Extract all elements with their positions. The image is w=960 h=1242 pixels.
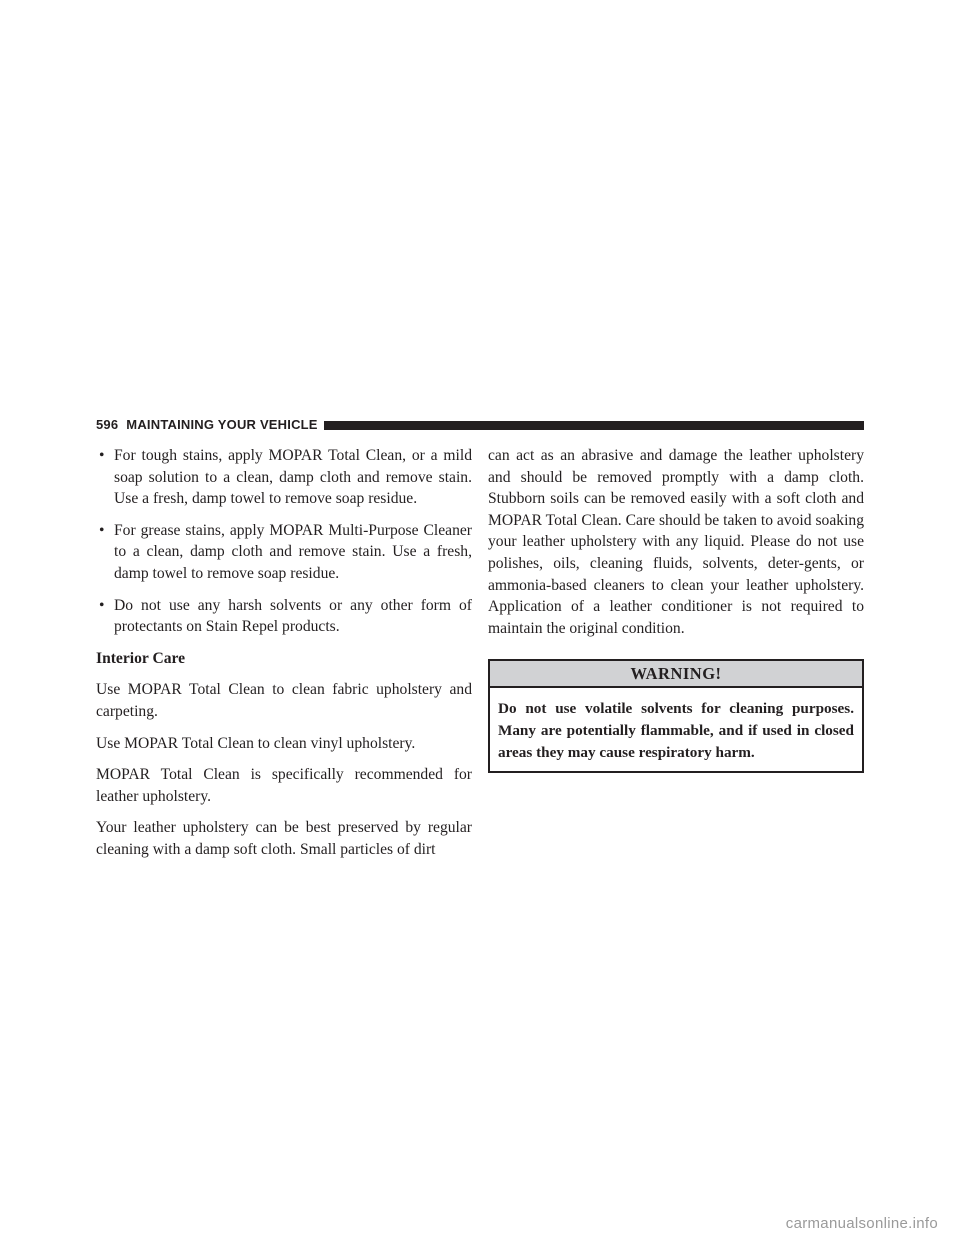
subheading-interior-care: Interior Care: [96, 649, 186, 667]
paragraph: can act as an abrasive and damage the leather upholstery and should be removed promptly with a damp cloth. Stubborn soils can be removed easily with a soft cloth and MOPAR Total Clean. Care should be taken to avoid soaking your leather upholstery with any liquid. Please do not use polishes, oils, cleaning fluids, solvents, deter-gents, or ammonia-based cleaners to clean your leather upholstery. Application of a leather conditioner is not required to maintain the original condition.: [488, 447, 864, 637]
left-column: [96, 445, 472, 871]
header-rule: [324, 421, 864, 430]
warning-text: Do not use volatile solvents for cleaning purposes. Many are potentially flammable, and if used in closed areas they may cause respiratory harm.: [498, 700, 854, 761]
warning-title: WARNING!: [490, 661, 862, 688]
section-title: MAINTAINING YOUR VEHICLE: [126, 417, 318, 432]
page-number: 596: [96, 417, 119, 432]
paragraph: MOPAR Total Clean is specifically recommended for leather upholstery.: [96, 766, 472, 805]
bullet-icon: •: [99, 596, 105, 614]
watermark: carmanualsonline.info: [785, 1215, 938, 1232]
list-item: [96, 595, 472, 638]
bullet-text: Do not use any harsh solvents or any other form of protectants on Stain Repel products.: [114, 596, 472, 636]
bullet-list: [96, 445, 472, 638]
bullet-text: For tough stains, apply MOPAR Total Clean, or a mild soap solution to a clean, damp cloth and remove stain. Use a fresh, damp towel to remove soap residue.: [114, 447, 472, 508]
list-item: [96, 520, 472, 585]
bullet-text: For grease stains, apply MOPAR Multi-Purpose Cleaner to a clean, damp cloth and remove stain. Use a fresh, damp towel to remove soap residue.: [114, 521, 472, 582]
right-column: [488, 445, 864, 773]
page-header: [96, 418, 864, 432]
bullet-icon: •: [99, 447, 105, 464]
bullet-icon: •: [99, 521, 105, 539]
paragraph: Use MOPAR Total Clean to clean vinyl upholstery.: [96, 734, 416, 752]
paragraph: Use MOPAR Total Clean to clean fabric upholstery and carpeting.: [96, 681, 472, 720]
list-item: [96, 445, 472, 510]
warning-box: [488, 659, 864, 773]
paragraph: Your leather upholstery can be best preserved by regular cleaning with a damp soft cloth. Small particles of dirt: [96, 819, 472, 858]
